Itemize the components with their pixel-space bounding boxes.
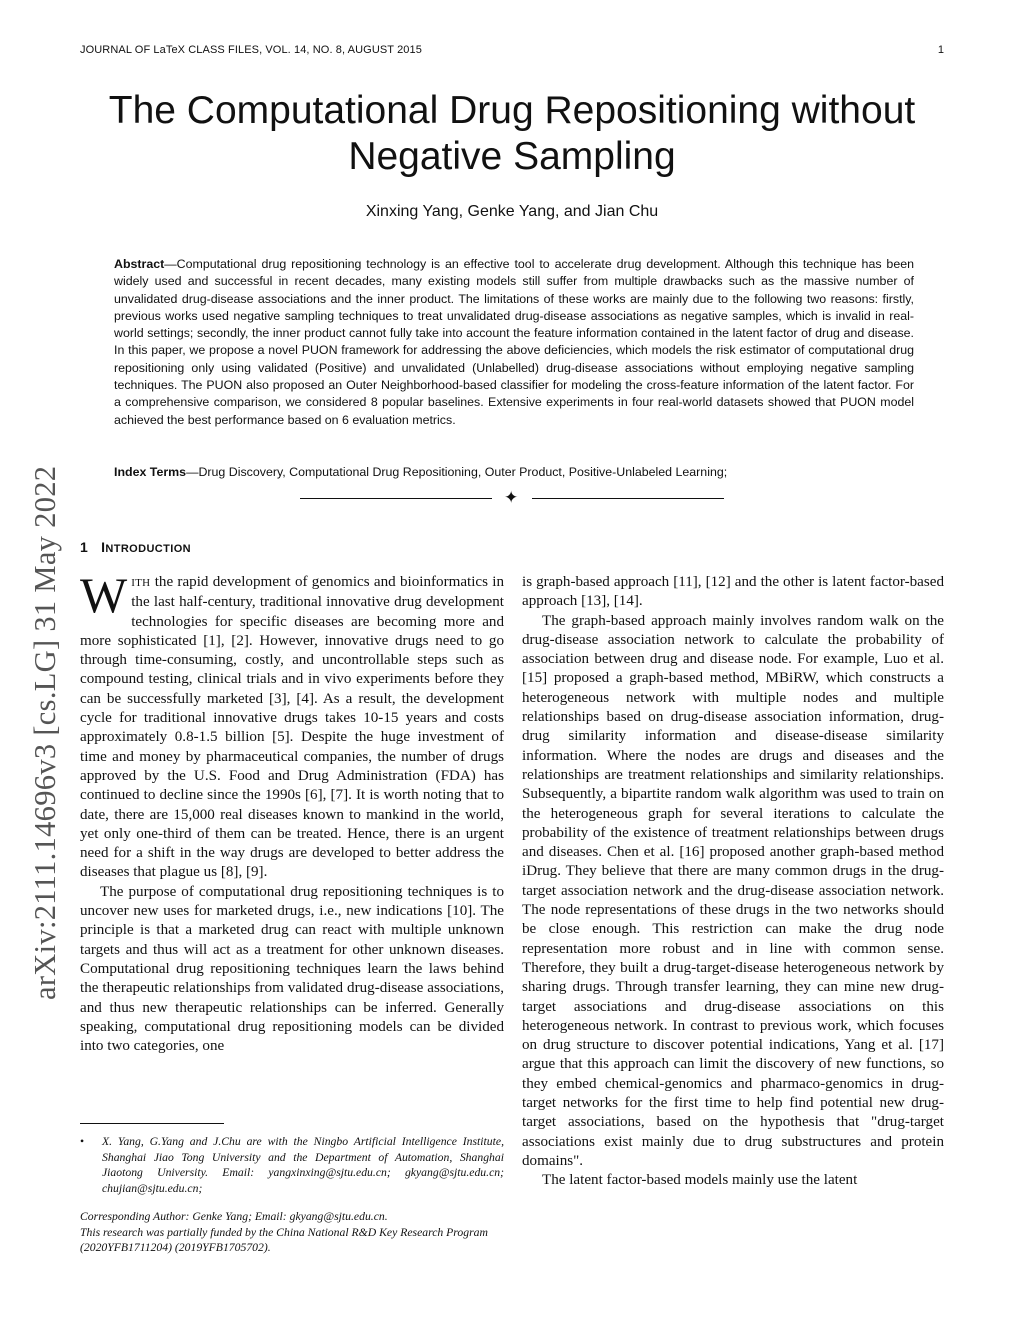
divider-line-left [300, 498, 492, 499]
paragraph: The purpose of computational drug repositioning techniques is to uncover new uses for marketed drugs, i.e., new indications [10]. The principle is that a marketed drug can react with multiple unknown targets and thus will act as a treatment for other unknown diseases. Computational drug repositioning techniques learn the laws behind the therapeutic relationships from validated drug-disease associations, and thus new therapeutic relationships can be inferred. Generally speaking, computational drug repositioning models can be divided into two categories, one [80, 883, 504, 1055]
paragraph: The graph-based approach mainly involves random walk on the drug-disease association network to calculate the probability of association between drug and disease node. For example, Luo et al. [15] proposed a graph-based method, MBiRW, which constructs a heterogeneous network with multiple nodes and multiple relationships based on drug-disease association information, drug-drug similarity information and disease-disease similarity information. Where the nodes are drugs and diseases and the relationships are treatment relationships and similarity relationships. Subsequently, a bipartite random walk algorithm was used to train on the heterogeneous graph for several iterations to calculate the probability of the existence of treatment relationships between drugs and diseases. Chen et al. [16] proposed another graph-based method iDrug. They believe that there are many common drugs in the drug-target association network and the drug-disease association network. The node representations of these drugs in the two networks should be close enough. This restriction can make the drug node representation more robust and in line with common sense. Therefore, they built a drug-target-disease heterogeneous network by sharing drugs. Through transfer learning, they can mine new drug-target associations and drug-disease associations on this heterogeneous network. In contrast to previous work, which focuses on drug structure to discover potential indications, Yang et al. [17] argue that this approach can limit the discovery of new functions, so they embed chemical-genomics and pharmaco-genomics in drug-target networks for the first time to help find potential new drug-target associations, based on the hypothesis that "drug-target associations exist mainly due to drug substructures and protein domains". [522, 612, 944, 1169]
paragraph: The latent factor-based models mainly use the latent [542, 1172, 858, 1189]
divider-ornament-icon: ✦ [504, 488, 519, 507]
index-terms [114, 464, 914, 481]
abstract-label: Abstract [114, 257, 165, 271]
running-head: JOURNAL OF LaTeX CLASS FILES, VOL. 14, NO. 8, AUGUST 2015 [80, 44, 422, 56]
paragraph [80, 567, 504, 883]
footnotes [80, 1134, 504, 1256]
lead-caps: ITH [131, 577, 151, 589]
section-heading [80, 539, 191, 555]
corresponding-author: Corresponding Author: Genke Yang; Email: gkyang@sjtu.edu.cn. [80, 1210, 388, 1223]
section-divider [300, 488, 724, 508]
drop-cap: W [80, 567, 128, 623]
section-number: 1 [80, 539, 89, 555]
divider-line-right [532, 498, 724, 499]
paper-title: The Computational Drug Repositioning without Negative Sampling [108, 89, 916, 178]
section-title-rest: NTRODUCTION [105, 543, 192, 555]
funding-note: This research was partially funded by the China National R&D Key Research Program (2020YFB1711204) (2019YFB1705702). [80, 1225, 488, 1254]
paragraph: is graph-based approach [11], [12] and the other is latent factor-based approach [13], [14]. [522, 574, 944, 610]
body-column-right [522, 573, 944, 1191]
footnote-affiliation [80, 1134, 504, 1196]
affiliation-text: X. Yang, G.Yang and J.Chu are with the Ningbo Artificial Intelligence Institute, Shanghai Jiao Tong University and the Department of Automation, Shanghai Jiaotong University. Email: yangxinxing@sjtu.edu.cn; gkyang@sjtu.edu.cn; chujian@sjtu.edu.cn; [102, 1135, 504, 1195]
index-terms-label: Index Terms [114, 465, 187, 479]
abstract-text: —Computational drug repositioning technology is an effective tool to accelerate drug development. Although this technique has been widely used and successful in recent decades, many existing models still suffer from multiple drawbacks such as the massive number of unvalidated drug-disease associations and the inner product. The limitations of these works are mainly due to the following two reasons: firstly, previous works used negative sampling techniques to treat unvalidated drug-disease associations as negative samples, which is invalid in real-world settings; secondly, the inner product cannot fully take into account the feature information contained in the latent factor of drug and disease. In this paper, we propose a novel PUON framework for addressing the above deficiencies, which models the risk estimator of computational drug repositioning only using validated (Positive) and unvalidated (Unlabelled) drug-disease associations without employing negative sampling techniques. The PUON also proposed an Outer Neighborhood-based classifier for modeling the cross-feature information of the latent factor. For a comprehensive comparison, we considered 8 popular baselines. Extensive experiments in four real-world datasets showed that PUON model achieved the best performance based on 6 evaluation metrics. [114, 257, 914, 427]
page-number: 1 [937, 44, 944, 56]
arxiv-stamp: arXiv:2111.14696v3 [cs.LG] 31 May 2022 [28, 465, 62, 1000]
authors: Xinxing Yang, Genke Yang, and Jian Chu [365, 203, 659, 220]
section-title-first: I [101, 539, 106, 555]
abstract [114, 256, 914, 429]
footnote-rule [80, 1123, 224, 1124]
index-terms-text: —Drug Discovery, Computational Drug Repositioning, Outer Product, Positive-Unlabeled Learning; [186, 465, 728, 479]
paragraph-text: the rapid development of genomics and bioinformatics in the last half-century, traditional innovative drug development technologies for specific diseases are becoming more and more sophisticated [1], [2]. However, innovative drugs need to go through time-consuming, costly, and uncontrollable steps such as compound testing, clinical trials and in vivo experiments before they can be successfully marketed [3], [4]. As a result, the development cycle for traditional innovative drugs takes 10-15 years and costs approximately 0.8-1.5 billion [5]. Despite the huge investment of time and money by pharmaceutical companies, the number of drugs approved by the U.S. Food and Drug Administration (FDA) has continued to decline since the 1990s [6], [7]. It is worth noting that to date, there are 15,000 real diseases known to mankind in the world, yet only one-third of them can be treated. Hence, there is an urgent need for a shift in the way drugs are developed to better address the diseases that plague us [8], [9]. [80, 574, 504, 881]
bullet-icon: • [80, 1135, 85, 1148]
body-column-left [80, 567, 504, 1056]
